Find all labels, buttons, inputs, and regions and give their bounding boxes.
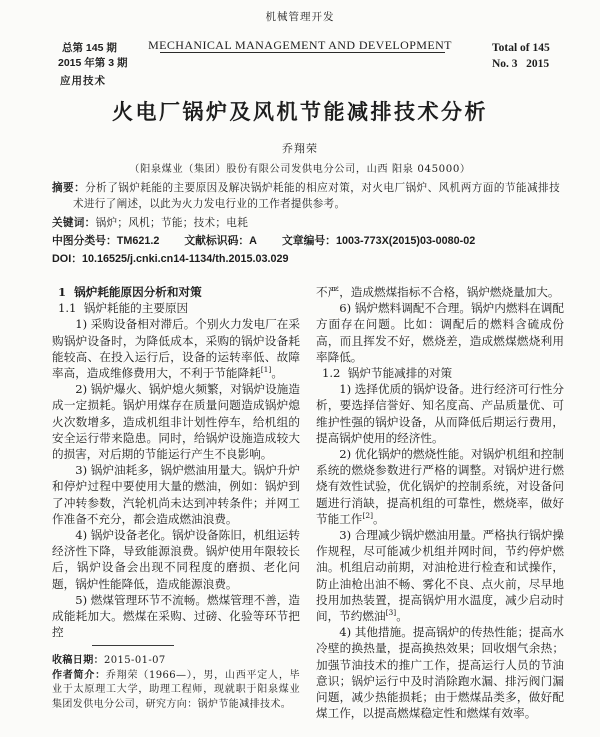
document-code-field [184, 235, 257, 247]
article-number-field [282, 235, 475, 247]
paragraph [52, 316, 300, 381]
document-code-label: 文献标识码： [184, 235, 250, 247]
left-column [52, 284, 300, 640]
paragraph: 4) 其他措施。提高锅炉的传热性能；提高水冷壁的换热量，提高换热效果；回收烟气余热；加强节油技术的推广工作，提高运行人员的节油意识；锅炉运行中及时消除跑水漏、排污阀门漏问题，减少热能损耗；由于燃煤品类多，做好配煤工作，以提高燃煤稳定性和燃煤有效率。 [316, 625, 564, 721]
paragraph-continuation: 不严，造成燃煤指标不合格，锅炉燃烧量加大。 [316, 285, 560, 299]
author-bio [52, 669, 300, 713]
column-section-label: 应用技术 [60, 75, 106, 87]
classification-line [52, 233, 475, 248]
journal-name-cn: 机械管理开发 [265, 11, 335, 23]
paragraph [316, 446, 564, 527]
keywords-label: 关键词： [52, 217, 96, 229]
abstract-label: 摘要： [52, 182, 86, 194]
clc-label: 中图分类号： [52, 235, 117, 247]
received-date-label: 收稿日期： [52, 655, 104, 666]
citation-ref: [3] [385, 608, 397, 618]
paragraph-text: 3) 合理减少锅炉燃油用量。严格执行锅炉操作规程，尽可能减少机组并网时间，节约停炉燃油。机组启动前期，对油枪进行检查和试操作，防止油枪出油不畅、雾化不良、点火前，尽早地投用加热装置，提高锅炉用水温度，减少启动时间，节约燃油 [316, 528, 564, 624]
received-date [52, 654, 300, 669]
abstract-text: 分析了锅炉耗能的主要原因及解决锅炉耗能的相应对策，对火电厂锅炉、风机两方面的节能减排技术进行了阐述，以此为火力发电行业的工作者提供参考。 [73, 182, 560, 210]
paragraph-text: 1) 采购设备相对滞后。个别火力发电厂在采购锅炉设备时，为降低成本，采购的锅炉设备耗能较高、在投入运行后，设备的运转率低、故障率高，造成维修费用大，不利于节能降耗 [52, 317, 300, 381]
author-bio-text: 乔翔荣（1966—），男，山西平定人，毕业于太原理工大学，助理工程师，现就职于阳泉煤业集团发供电分公司，研究方向：锅炉节能减排技术。 [52, 669, 300, 710]
author-bio-label: 作者简介： [52, 669, 106, 681]
paragraph: 3) 锅炉油耗多，锅炉燃油用量大。锅炉升炉和停炉过程中要使用大量的燃油，例如：锅炉到了冲转参数，汽轮机尚未达到冲转条件；并网工作准备不充分，都会造成燃油浪费。 [52, 463, 300, 526]
document-code: A [249, 235, 257, 247]
author-name: 乔翔荣 [282, 142, 318, 155]
clc-field [52, 235, 159, 247]
keywords [52, 215, 248, 230]
paragraph-end: 。 [271, 366, 283, 381]
citation-ref: [1] [260, 365, 272, 375]
clc-number: TM621.2 [116, 235, 160, 247]
article-number: 1003-773X(2015)03-0080-02 [335, 235, 476, 247]
abstract [52, 180, 560, 212]
issue-total-en: Total of 145 [492, 42, 550, 54]
doi-line [52, 251, 289, 266]
section-heading: 1 锅炉耗能原因分析和对策 [58, 285, 202, 299]
header-rule [160, 52, 445, 53]
paragraph [316, 527, 564, 624]
paragraph: 6) 锅炉燃料调配不合理。锅炉内燃料在调配方面存在问题。比如：调配后的燃料含硫成份高，而且挥发不好，燃烧差，造成燃煤燃烧利用率降低。 [316, 301, 564, 364]
paragraph: 4) 锅炉设备老化。锅炉设备陈旧，机组运转经济性下降，导致能源浪费。锅炉使用年限较长后，锅炉设备会出现不同程度的磨损、老化问题，锅炉性能降低，造成能源浪费。 [52, 528, 300, 591]
paragraph: 2) 锅炉爆火、锅炉熄火频繁，对锅炉设施造成一定损耗。锅炉用煤存在质量问题造成锅炉熄火次数增多，造成机组非计划性停车，给机组的安全运行带来隐患。同时，给锅炉设施造成较大的损害，对后期的节能运行产生不良影响。 [52, 382, 300, 462]
footnote-separator [92, 645, 174, 646]
subsection-heading: 1.2 锅炉节能减排的对策 [322, 366, 453, 381]
paragraph: 1) 选择优质的锅炉设备。进行经济可行性分析，要选择信誉好、知名度高、产品质量优、可维护性强的锅炉设备，从而降低后期运行费用，提高锅炉使用的经济性。 [316, 382, 564, 445]
keywords-text: 锅炉；风机；节能；技术；电耗 [95, 217, 249, 229]
right-column [316, 284, 564, 721]
footnote [52, 654, 300, 712]
author-affiliation: （阳泉煤业（集团）股份有限公司发供电分公司，山西 阳泉 045000） [129, 164, 471, 175]
received-date-value: 2015-01-07 [104, 655, 166, 666]
paragraph: 5) 燃煤管理环节不流畅。燃煤管理不善，造成能耗加大。燃煤在采购、过磅、化验等环节把控 [52, 592, 300, 640]
journal-name-en: MECHANICAL MANAGEMENT AND DEVELOPMENT [148, 38, 452, 52]
paragraph-end: 。 [373, 511, 385, 526]
article-title: 火电厂锅炉及风机节能减排技术分析 [112, 99, 488, 124]
subsection-heading: 1.1 锅炉耗能的主要原因 [58, 301, 189, 316]
citation-ref: [2] [362, 510, 374, 520]
doi-label: DOI： [52, 253, 82, 265]
issue-year-en: No. 3 2015 [492, 58, 550, 70]
doi-value: 10.16525/j.cnki.cn14-1134/th.2015.03.029 [82, 253, 289, 265]
issue-total-cn: 总第 145 期 [62, 42, 117, 54]
paragraph-text: 2) 优化锅炉的燃烧性能。对锅炉机组和控制系统的燃烧参数进行严格的调整。对锅炉进行燃烧有效性试验，优化锅炉的控制系统，对设备问题进行消缺，提高机组的可靠性，燃烧率，做好节能工作 [316, 447, 564, 526]
article-number-label: 文章编号： [281, 235, 336, 247]
paragraph-end: 。 [396, 609, 408, 624]
issue-year-cn: 2015 年第 3 期 [58, 57, 128, 69]
